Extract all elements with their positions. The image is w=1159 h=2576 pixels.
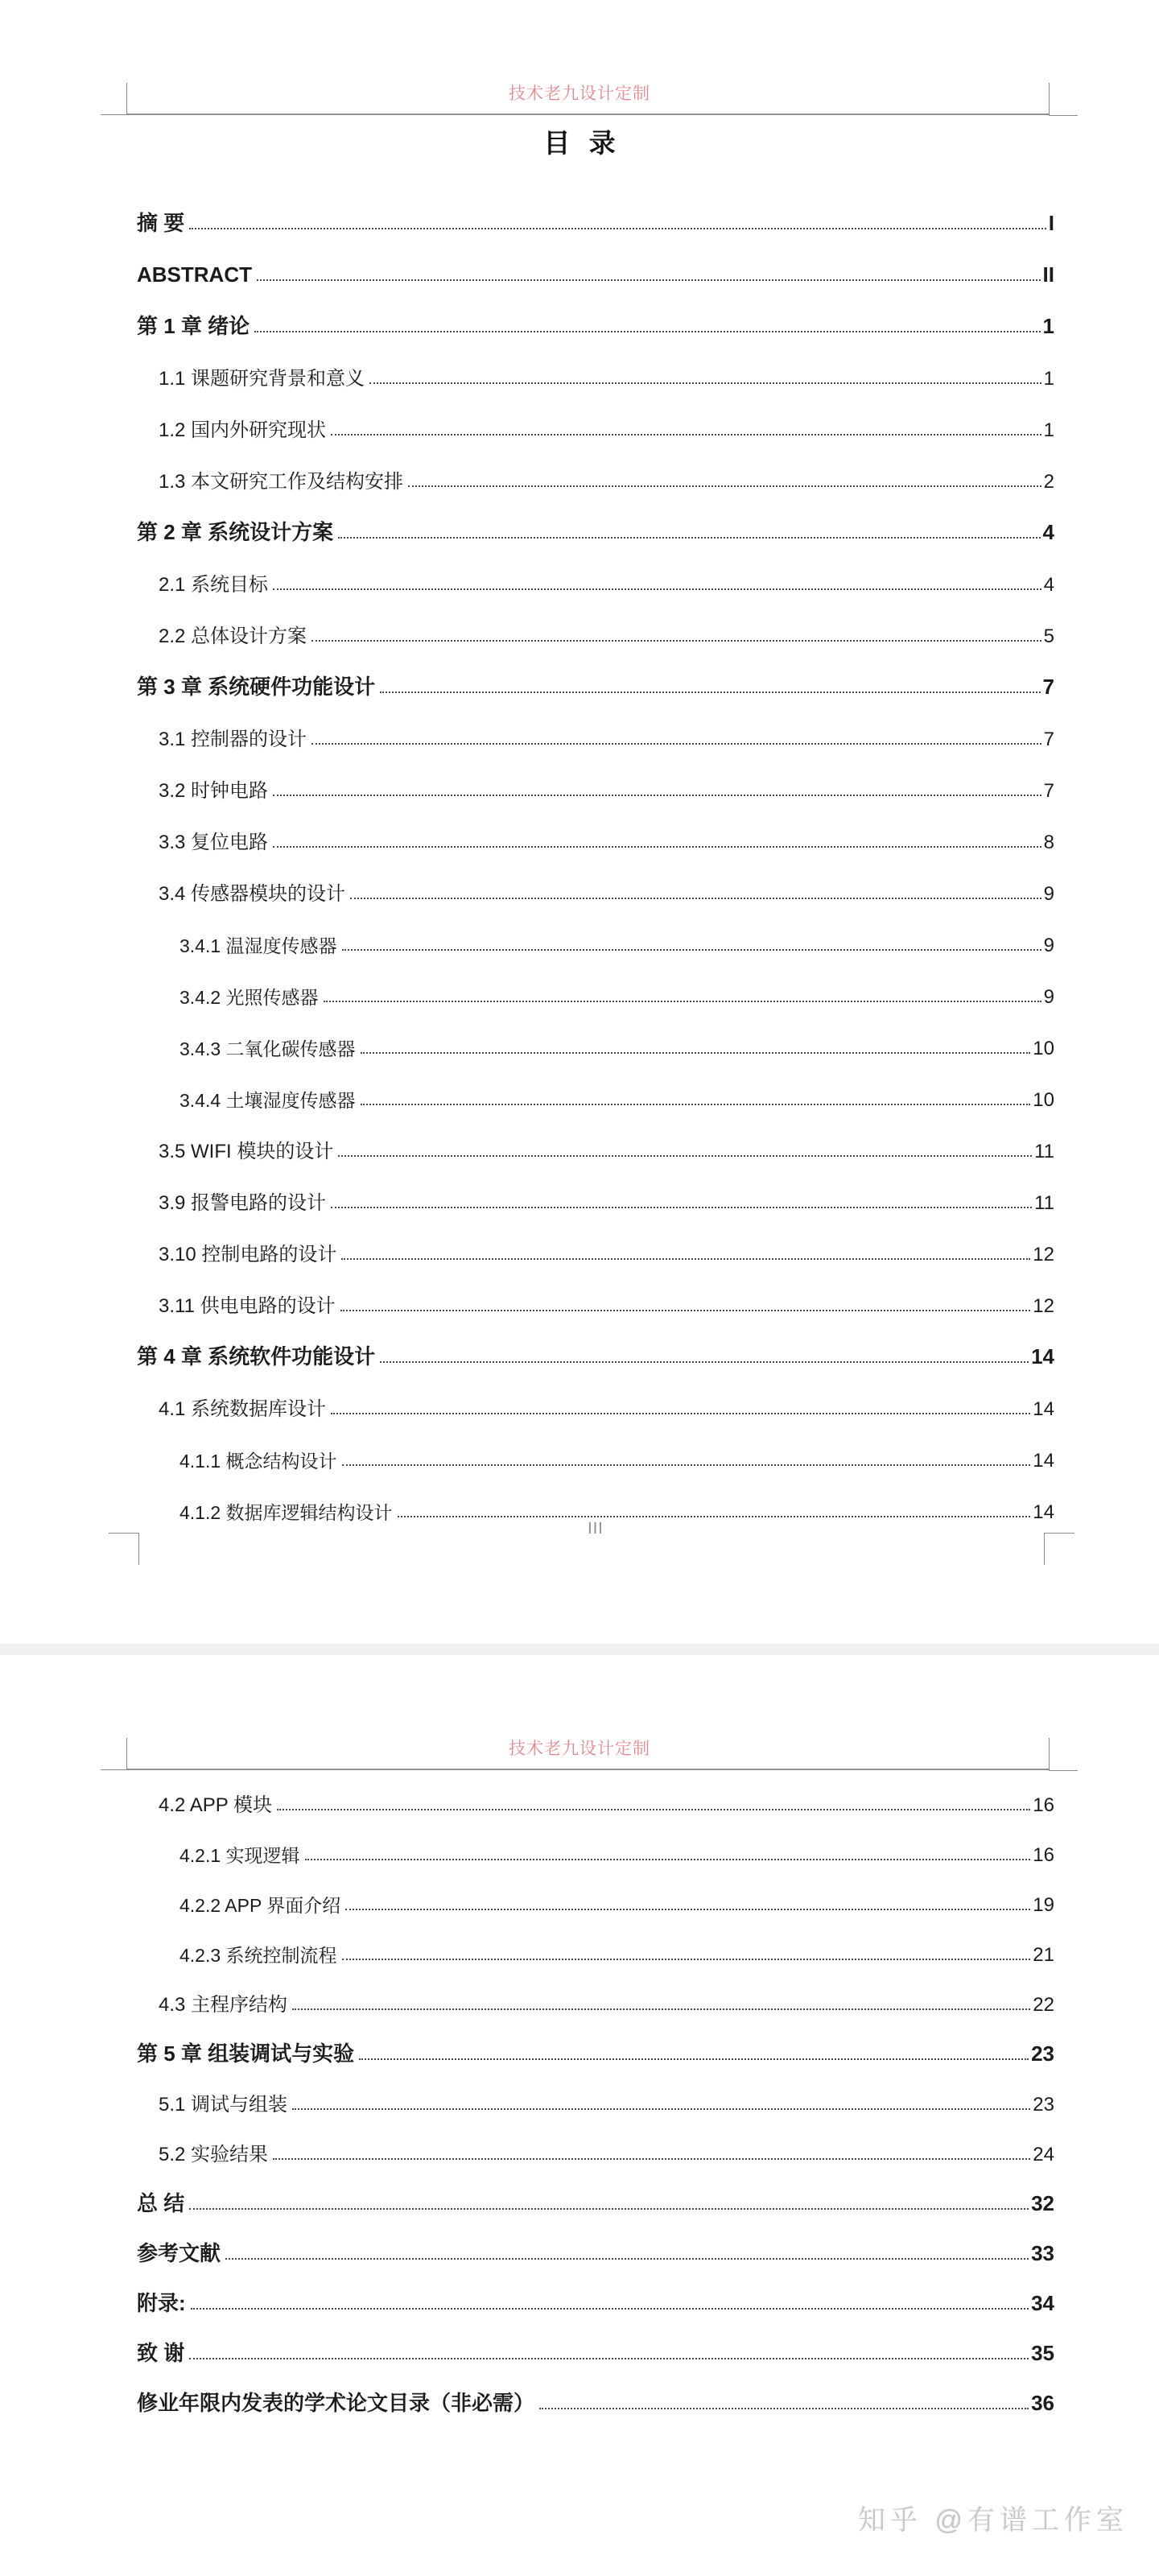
toc-leader-dots xyxy=(342,1959,1031,1960)
toc-page-number: 23 xyxy=(1033,2093,1054,2116)
toc-entry-label: 5.2 实验结果 xyxy=(159,2143,269,2165)
toc-entry xyxy=(137,601,1054,652)
toc-page-number: 1 xyxy=(1043,367,1054,390)
toc-leader-dots xyxy=(341,1258,1030,1260)
toc-leader-dots xyxy=(254,331,1040,332)
toc-list-page-1 xyxy=(137,188,1054,1528)
toc-entry xyxy=(137,2070,1054,2120)
toc-leader-dots xyxy=(292,2108,1030,2110)
page-number-footer: III xyxy=(588,1520,604,1538)
toc-page-number: 4 xyxy=(1043,573,1054,596)
toc-page-number: 34 xyxy=(1031,2291,1054,2316)
toc-entry-label: 2.2 总体设计方案 xyxy=(159,625,307,647)
toc-leader-dots xyxy=(380,1361,1029,1363)
toc-leader-dots xyxy=(369,382,1041,384)
toc-entry-label: 第 1 章 绪论 xyxy=(137,314,250,339)
toc-page-number: 4 xyxy=(1042,520,1054,545)
crop-mark-bottom-right-icon xyxy=(1044,1533,1074,1565)
toc-entry-label: 3.4.4 土壤湿度传感器 xyxy=(179,1089,356,1111)
toc-leader-dots xyxy=(361,1052,1031,1054)
toc-entry-label: 1.3 本文研究工作及结构安排 xyxy=(159,470,404,493)
toc-entry xyxy=(137,1013,1054,1064)
toc-page-number: 36 xyxy=(1031,2391,1054,2416)
toc-leader-dots xyxy=(338,537,1040,539)
toc-entry xyxy=(137,755,1054,807)
toc-entry xyxy=(137,1373,1054,1425)
toc-entry xyxy=(137,1771,1054,1821)
toc-entry-label: 总 结 xyxy=(137,2191,185,2216)
toc-entry-label: ABSTRACT xyxy=(137,262,252,287)
toc-page-number: 11 xyxy=(1034,1191,1054,1214)
toc-entry xyxy=(137,2120,1054,2170)
toc-page-number: 33 xyxy=(1031,2241,1054,2266)
toc-entry-label: 3.4 传感器模块的设计 xyxy=(159,882,346,905)
toc-entry-label: 3.4.1 温湿度传感器 xyxy=(179,935,337,956)
toc-page-number: 8 xyxy=(1043,831,1054,853)
toc-page-number: 21 xyxy=(1033,1943,1054,1966)
toc-leader-dots xyxy=(350,898,1041,899)
toc-page-number: I xyxy=(1048,211,1054,236)
toc-leader-dots xyxy=(340,1310,1031,1311)
toc-entry xyxy=(137,1116,1054,1167)
header-watermark: 技术老九设计定制 xyxy=(509,1740,650,1758)
toc-entry xyxy=(137,1921,1054,1971)
toc-page-number: 23 xyxy=(1031,2041,1054,2066)
toc-entry-label: 第 5 章 组装调试与实验 xyxy=(137,2041,355,2066)
toc-page-number: 2 xyxy=(1043,470,1054,493)
toc-leader-dots xyxy=(311,743,1041,745)
toc-entry xyxy=(137,1064,1054,1116)
page-2 xyxy=(0,1655,1159,2576)
page-title: 目 录 xyxy=(543,128,616,158)
toc-entry xyxy=(137,910,1054,961)
toc-entry-label: 3.4.3 二氧化碳传感器 xyxy=(179,1038,356,1059)
toc-leader-dots xyxy=(361,1104,1031,1105)
toc-leader-dots xyxy=(225,2258,1029,2260)
toc-page-number: 7 xyxy=(1043,728,1054,750)
toc-entry xyxy=(137,1322,1054,1373)
page-separator xyxy=(0,1644,1159,1655)
toc-entry-label: 3.2 时钟电路 xyxy=(159,779,269,802)
toc-leader-dots xyxy=(273,2158,1030,2160)
toc-leader-dots xyxy=(292,2008,1030,2010)
toc-entry xyxy=(137,2170,1054,2220)
toc-page-number: 12 xyxy=(1033,1243,1054,1265)
toc-entry-label: 1.1 课题研究背景和意义 xyxy=(159,367,365,390)
toc-entry-label: 3.3 复位电路 xyxy=(159,831,269,853)
toc-page-number: 16 xyxy=(1033,1843,1054,1866)
toc-entry xyxy=(137,858,1054,910)
toc-page-number: 5 xyxy=(1043,625,1054,647)
header-rule xyxy=(126,1769,1049,1770)
toc-entry-label: 第 3 章 系统硬件功能设计 xyxy=(137,675,376,700)
toc-entry xyxy=(137,1871,1054,1921)
toc-page-number: 10 xyxy=(1033,1037,1054,1059)
toc-page-number: 9 xyxy=(1043,882,1054,905)
toc-leader-dots xyxy=(331,1207,1032,1208)
toc-entry xyxy=(137,291,1054,343)
toc-leader-dots xyxy=(277,1809,1030,1810)
toc-page-number: 35 xyxy=(1031,2341,1054,2366)
toc-leader-dots xyxy=(342,949,1041,951)
toc-entry-label: 4.1.1 概念结构设计 xyxy=(179,1450,337,1472)
toc-page-number: 22 xyxy=(1033,1993,1054,2016)
toc-leader-dots xyxy=(273,795,1041,796)
toc-entry xyxy=(137,343,1054,394)
toc-leader-dots xyxy=(331,1413,1030,1414)
toc-page-number: 10 xyxy=(1033,1088,1054,1111)
toc-entry xyxy=(137,2270,1054,2320)
toc-leader-dots xyxy=(345,1909,1030,1910)
toc-entry-label: 4.3 主程序结构 xyxy=(159,1993,288,2016)
toc-page-number: II xyxy=(1042,262,1054,287)
toc-entry-label: 4.2 APP 模块 xyxy=(159,1794,272,1816)
toc-page-number: 11 xyxy=(1034,1140,1054,1162)
toc-leader-dots xyxy=(324,1001,1041,1002)
toc-entry-label: 4.2.1 实现逻辑 xyxy=(179,1844,300,1866)
toc-leader-dots xyxy=(305,1859,1031,1860)
toc-entry-label: 附录: xyxy=(137,2291,186,2316)
toc-leader-dots xyxy=(359,2058,1029,2060)
toc-page-number: 1 xyxy=(1042,314,1054,339)
toc-page-number: 7 xyxy=(1042,675,1054,700)
toc-entry-label: 3.10 控制电路的设计 xyxy=(159,1243,337,1265)
toc-page-number: 16 xyxy=(1033,1794,1054,1816)
toc-entry-label: 第 4 章 系统软件功能设计 xyxy=(137,1344,376,1369)
toc-entry-label: 修业年限内发表的学术论文目录（非必需） xyxy=(137,2391,535,2416)
toc-entry-label: 3.1 控制器的设计 xyxy=(159,728,307,750)
toc-page-number: 32 xyxy=(1031,2191,1054,2216)
toc-entry-label: 4.1 系统数据库设计 xyxy=(159,1397,327,1420)
toc-entry xyxy=(137,807,1054,858)
toc-entry xyxy=(137,961,1054,1013)
toc-entry xyxy=(137,497,1054,549)
toc-entry xyxy=(137,2021,1054,2070)
toc-entry-label: 致 谢 xyxy=(137,2341,185,2366)
toc-entry xyxy=(137,446,1054,497)
toc-page-number: 14 xyxy=(1033,1397,1054,1420)
toc-entry xyxy=(137,652,1054,704)
toc-leader-dots xyxy=(189,2358,1029,2359)
toc-leader-dots xyxy=(331,434,1041,436)
toc-list-page-2 xyxy=(137,1771,1054,2420)
toc-entry-label: 1.2 国内外研究现状 xyxy=(159,419,327,441)
toc-entry-label: 4.2.2 APP 界面介绍 xyxy=(179,1894,341,1916)
toc-leader-dots xyxy=(191,2308,1029,2310)
toc-leader-dots xyxy=(311,640,1041,642)
toc-entry xyxy=(137,704,1054,755)
toc-leader-dots xyxy=(539,2408,1029,2409)
toc-entry xyxy=(137,1821,1054,1871)
toc-leader-dots xyxy=(380,691,1040,693)
toc-page-number: 12 xyxy=(1033,1294,1054,1317)
toc-entry xyxy=(137,2220,1054,2270)
toc-entry xyxy=(137,1425,1054,1476)
toc-page-number: 24 xyxy=(1033,2143,1054,2165)
toc-leader-dots xyxy=(338,1155,1032,1157)
toc-entry xyxy=(137,1219,1054,1270)
toc-page-number: 14 xyxy=(1031,1344,1054,1369)
toc-page-number: 19 xyxy=(1033,1893,1054,1916)
toc-leader-dots xyxy=(189,2208,1029,2210)
toc-leader-dots xyxy=(273,846,1041,848)
toc-leader-dots xyxy=(342,1464,1031,1466)
toc-page-number: 14 xyxy=(1033,1449,1054,1472)
toc-page-number: 7 xyxy=(1043,779,1054,802)
toc-entry xyxy=(137,2320,1054,2370)
toc-entry xyxy=(137,1270,1054,1322)
toc-entry-label: 2.1 系统目标 xyxy=(159,573,269,596)
header-watermark: 技术老九设计定制 xyxy=(509,85,650,103)
toc-entry xyxy=(137,2370,1054,2420)
toc-entry-label: 摘 要 xyxy=(137,211,185,236)
toc-entry xyxy=(137,1971,1054,2021)
toc-leader-dots xyxy=(257,279,1041,281)
toc-entry xyxy=(137,1167,1054,1219)
toc-entry-label: 3.9 报警电路的设计 xyxy=(159,1191,327,1214)
toc-entry xyxy=(137,240,1054,291)
toc-page-number: 1 xyxy=(1043,419,1054,441)
toc-entry-label: 3.4.2 光照传感器 xyxy=(179,986,319,1008)
toc-leader-dots xyxy=(189,228,1046,229)
header-rule xyxy=(126,114,1049,115)
toc-entry xyxy=(137,188,1054,240)
toc-entry-label: 3.11 供电电路的设计 xyxy=(159,1294,336,1317)
toc-page-number: 9 xyxy=(1043,934,1054,956)
zhihu-watermark: 知乎 @有谱工作室 xyxy=(858,2505,1128,2536)
toc-entry-label: 4.1.2 数据库逻辑结构设计 xyxy=(179,1501,393,1523)
toc-leader-dots xyxy=(398,1516,1031,1517)
toc-page-number: 9 xyxy=(1043,985,1054,1008)
toc-entry-label: 参考文献 xyxy=(137,2241,221,2266)
toc-entry-label: 3.5 WIFI 模块的设计 xyxy=(159,1140,334,1162)
toc-entry xyxy=(137,549,1054,601)
toc-page-number: 14 xyxy=(1033,1501,1054,1523)
toc-entry-label: 第 2 章 系统设计方案 xyxy=(137,520,334,545)
crop-mark-bottom-left-icon xyxy=(109,1533,139,1565)
toc-entry-label: 5.1 调试与组装 xyxy=(159,2093,288,2116)
toc-entry xyxy=(137,394,1054,446)
toc-leader-dots xyxy=(408,485,1041,487)
toc-leader-dots xyxy=(273,588,1041,590)
toc-entry-label: 4.2.3 系统控制流程 xyxy=(179,1944,337,1966)
